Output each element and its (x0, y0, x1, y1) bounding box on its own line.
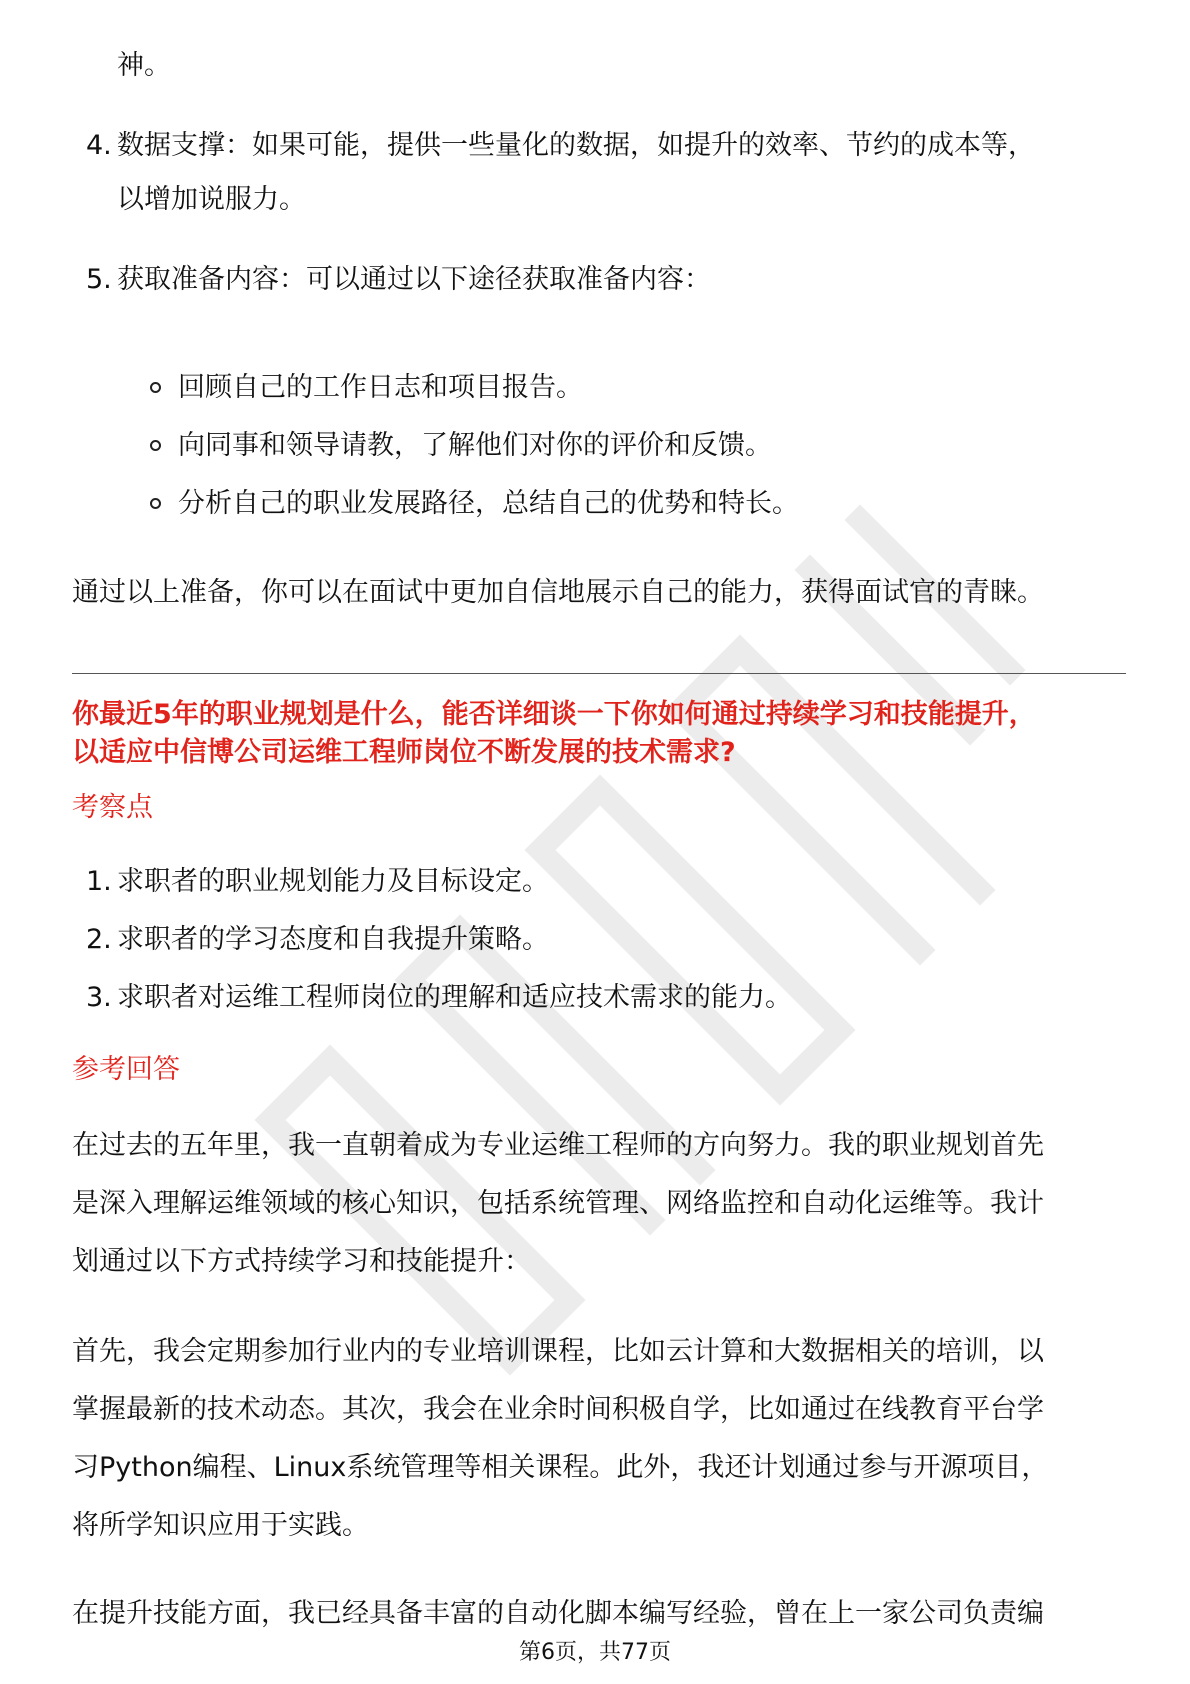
paragraph-line: 在过去的五年里，我一直朝着成为专业运维工程师的方向努力。我的职业规划首先 (72, 1130, 1044, 1161)
list-item-text: 回顾自己的工作日志和项目报告。 (178, 372, 583, 403)
bullet-icon (150, 382, 161, 393)
bullet-icon (150, 440, 161, 451)
list-item-text: 获取准备内容：可以通过以下途径获取准备内容： (117, 264, 711, 295)
section-heading: 考察点 (72, 792, 153, 823)
section-divider (72, 673, 1126, 674)
paragraph-line: 在提升技能方面，我已经具备丰富的自动化脚本编写经验，曾在上一家公司负责编 (72, 1598, 1044, 1629)
question-title: 以适应中信博公司运维工程师岗位不断发展的技术需求? (72, 737, 736, 768)
page-number: 第6页，共77页 (519, 1640, 671, 1665)
paragraph-line: 是深入理解运维领域的核心知识，包括系统管理、网络监控和自动化运维等。我计 (72, 1188, 1044, 1219)
list-item-text: 数据支撑：如果可能，提供一些量化的数据，如提升的效率、节约的成本等， (117, 130, 1035, 161)
paragraph-line: 掌握最新的技术动态。其次，我会在业余时间积极自学，比如通过在线教育平台学 (72, 1394, 1044, 1425)
paragraph-line: 首先，我会定期参加行业内的专业培训课程，比如云计算和大数据相关的培训，以 (72, 1336, 1044, 1367)
paragraph-line: 习Python编程、Linux系统管理等相关课程。此外，我还计划通过参与开源项目， (72, 1452, 1049, 1483)
list-number: 3. (86, 982, 112, 1013)
summary-text: 通过以上准备，你可以在面试中更加自信地展示自己的能力，获得面试官的青睐。 (72, 577, 1044, 608)
list-item-text: 以增加说服力。 (117, 184, 306, 215)
list-number: 5. (86, 264, 112, 295)
bullet-icon (150, 498, 161, 509)
list-number: 1. (86, 866, 112, 897)
section-heading: 参考回答 (72, 1054, 180, 1085)
list-number: 4. (86, 130, 112, 161)
list-number: 2. (86, 924, 112, 955)
paragraph-line: 划通过以下方式持续学习和技能提升： (72, 1246, 531, 1277)
continuation-text: 神。 (117, 50, 171, 81)
list-item-text: 求职者的职业规划能力及目标设定。 (117, 866, 549, 897)
list-item-text: 求职者对运维工程师岗位的理解和适应技术需求的能力。 (117, 982, 792, 1013)
list-item-text: 向同事和领导请教，了解他们对你的评价和反馈。 (178, 430, 772, 461)
list-item-text: 求职者的学习态度和自我提升策略。 (117, 924, 549, 955)
question-title: 你最近5年的职业规划是什么，能否详细谈一下你如何通过持续学习和技能提升， (72, 699, 1036, 730)
list-item-text: 分析自己的职业发展路径，总结自己的优势和特长。 (178, 488, 799, 519)
paragraph-line: 将所学知识应用于实践。 (72, 1510, 369, 1541)
